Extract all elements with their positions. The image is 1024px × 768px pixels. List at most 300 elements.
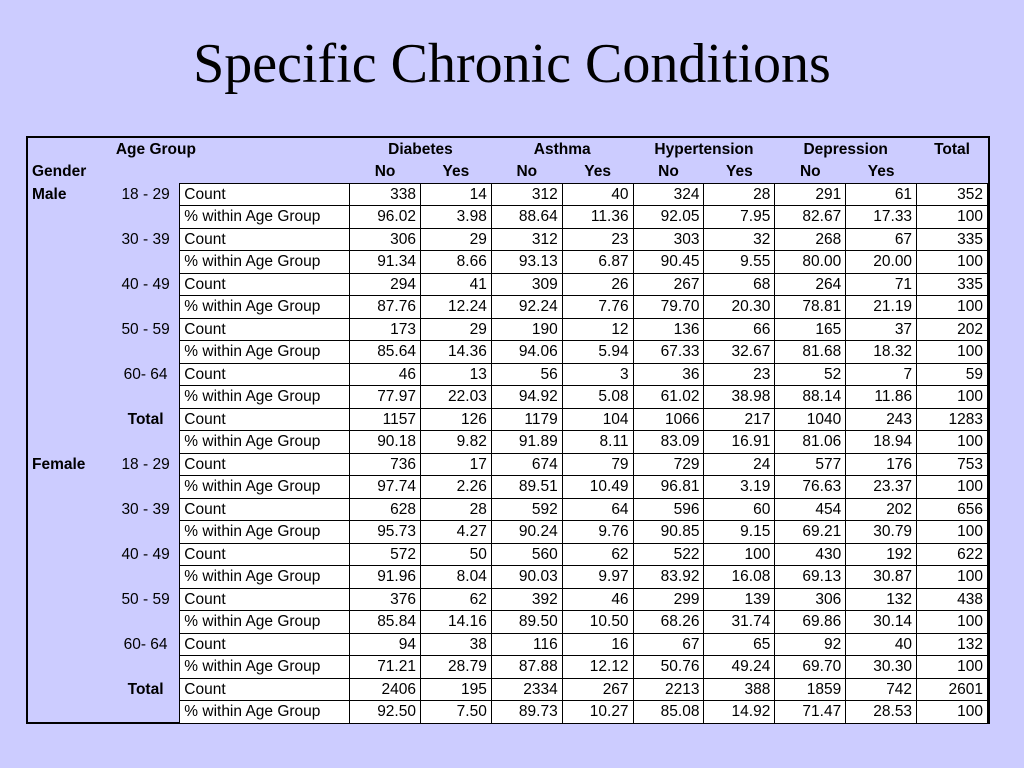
statistic-cell: Count bbox=[180, 363, 350, 386]
value-cell: 3 bbox=[562, 363, 633, 386]
value-cell: 82.67 bbox=[775, 206, 846, 229]
value-cell: 68.26 bbox=[633, 611, 704, 634]
table-row bbox=[28, 206, 988, 229]
value-cell: 92.24 bbox=[491, 296, 562, 319]
age-group-cell: Total bbox=[127, 680, 164, 698]
value-cell: 572 bbox=[350, 543, 421, 566]
value-cell: 89.73 bbox=[491, 701, 562, 724]
total-value-cell: 2601 bbox=[917, 678, 988, 701]
condition-header-asthma: Asthma bbox=[533, 140, 591, 158]
age-group-cell bbox=[112, 386, 180, 409]
condition-header-depression: Depression bbox=[803, 140, 888, 158]
value-cell: 65 bbox=[704, 633, 775, 656]
value-cell: 16.08 bbox=[704, 566, 775, 589]
value-cell: 324 bbox=[633, 183, 704, 206]
value-cell: 94.92 bbox=[491, 386, 562, 409]
table-row bbox=[28, 408, 988, 431]
value-cell: 30.87 bbox=[846, 566, 917, 589]
value-cell: 40 bbox=[846, 633, 917, 656]
total-value-cell: 100 bbox=[917, 701, 988, 724]
table-row bbox=[28, 386, 988, 409]
value-cell: 14.92 bbox=[704, 701, 775, 724]
value-cell: 28 bbox=[420, 498, 491, 521]
table-row bbox=[28, 363, 988, 386]
subheader-no: No bbox=[658, 163, 679, 180]
value-cell: 190 bbox=[491, 318, 562, 341]
age-group-cell bbox=[112, 341, 180, 364]
value-cell: 77.97 bbox=[350, 386, 421, 409]
subheader-yes: Yes bbox=[584, 163, 611, 180]
condition-header-hypertension: Hypertension bbox=[654, 140, 754, 158]
statistic-cell: % within Age Group bbox=[180, 611, 350, 634]
value-cell: 81.06 bbox=[775, 431, 846, 454]
statistic-cell: Count bbox=[180, 408, 350, 431]
age-group-cell: 50 - 59 bbox=[121, 590, 170, 608]
total-value-cell: 335 bbox=[917, 228, 988, 251]
value-cell: 202 bbox=[846, 498, 917, 521]
total-value-cell: 100 bbox=[917, 296, 988, 319]
gender-cell bbox=[28, 296, 112, 319]
value-cell: 90.85 bbox=[633, 521, 704, 544]
value-cell: 1859 bbox=[775, 678, 846, 701]
value-cell: 38.98 bbox=[704, 386, 775, 409]
statistic-cell: % within Age Group bbox=[180, 701, 350, 724]
table-row bbox=[28, 251, 988, 274]
value-cell: 30.79 bbox=[846, 521, 917, 544]
gender-cell bbox=[28, 611, 112, 634]
value-cell: 62 bbox=[562, 543, 633, 566]
statistic-cell: % within Age Group bbox=[180, 521, 350, 544]
value-cell: 5.08 bbox=[562, 386, 633, 409]
value-cell: 66 bbox=[704, 318, 775, 341]
age-group-cell: 40 - 49 bbox=[121, 275, 170, 293]
value-cell: 6.87 bbox=[562, 251, 633, 274]
age-group-cell bbox=[112, 701, 180, 724]
gender-cell bbox=[28, 656, 112, 679]
value-cell: 87.88 bbox=[491, 656, 562, 679]
value-cell: 306 bbox=[350, 228, 421, 251]
value-cell: 136 bbox=[633, 318, 704, 341]
gender-cell bbox=[28, 408, 112, 431]
value-cell: 2.26 bbox=[420, 476, 491, 499]
value-cell: 100 bbox=[704, 543, 775, 566]
slide-title: Specific Chronic Conditions bbox=[193, 33, 831, 95]
statistic-cell: Count bbox=[180, 543, 350, 566]
value-cell: 24 bbox=[704, 453, 775, 476]
age-group-cell bbox=[112, 296, 180, 319]
value-cell: 23 bbox=[562, 228, 633, 251]
statistic-cell: % within Age Group bbox=[180, 431, 350, 454]
value-cell: 80.00 bbox=[775, 251, 846, 274]
total-value-cell: 132 bbox=[917, 633, 988, 656]
value-cell: 742 bbox=[846, 678, 917, 701]
value-cell: 17 bbox=[420, 453, 491, 476]
value-cell: 217 bbox=[704, 408, 775, 431]
value-cell: 78.81 bbox=[775, 296, 846, 319]
statistic-cell: % within Age Group bbox=[180, 341, 350, 364]
table-row bbox=[28, 521, 988, 544]
age-group-cell: Total bbox=[127, 410, 164, 428]
value-cell: 96.02 bbox=[350, 206, 421, 229]
gender-cell bbox=[28, 633, 112, 656]
statistic-cell: % within Age Group bbox=[180, 206, 350, 229]
table-row bbox=[28, 566, 988, 589]
statistic-cell: % within Age Group bbox=[180, 566, 350, 589]
value-cell: 430 bbox=[775, 543, 846, 566]
total-value-cell: 59 bbox=[917, 363, 988, 386]
value-cell: 81.68 bbox=[775, 341, 846, 364]
value-cell: 22.03 bbox=[420, 386, 491, 409]
value-cell: 2406 bbox=[350, 678, 421, 701]
value-cell: 1157 bbox=[350, 408, 421, 431]
statistic-cell: % within Age Group bbox=[180, 251, 350, 274]
value-cell: 736 bbox=[350, 453, 421, 476]
value-cell: 93.13 bbox=[491, 251, 562, 274]
total-value-cell: 100 bbox=[917, 476, 988, 499]
value-cell: 596 bbox=[633, 498, 704, 521]
value-cell: 10.49 bbox=[562, 476, 633, 499]
value-cell: 23 bbox=[704, 363, 775, 386]
value-cell: 139 bbox=[704, 588, 775, 611]
value-cell: 12.12 bbox=[562, 656, 633, 679]
subheader-yes: Yes bbox=[442, 163, 470, 180]
value-cell: 306 bbox=[775, 588, 846, 611]
table-row bbox=[28, 318, 988, 341]
value-cell: 7.95 bbox=[704, 206, 775, 229]
value-cell: 560 bbox=[491, 543, 562, 566]
value-cell: 90.18 bbox=[350, 431, 421, 454]
value-cell: 268 bbox=[775, 228, 846, 251]
value-cell: 165 bbox=[775, 318, 846, 341]
statistic-cell: % within Age Group bbox=[180, 386, 350, 409]
statistic-cell: Count bbox=[180, 678, 350, 701]
value-cell: 674 bbox=[491, 453, 562, 476]
value-cell: 14 bbox=[420, 183, 491, 206]
value-cell: 92 bbox=[775, 633, 846, 656]
age-group-cell bbox=[112, 656, 180, 679]
age-group-cell bbox=[112, 476, 180, 499]
table-row bbox=[28, 543, 988, 566]
value-cell: 85.08 bbox=[633, 701, 704, 724]
age-group-cell: 18 - 29 bbox=[121, 185, 170, 203]
value-cell: 11.36 bbox=[562, 206, 633, 229]
value-cell: 38 bbox=[420, 633, 491, 656]
table-row bbox=[28, 611, 988, 634]
value-cell: 7.50 bbox=[420, 701, 491, 724]
value-cell: 309 bbox=[491, 273, 562, 296]
value-cell: 7 bbox=[846, 363, 917, 386]
age-group-cell: 18 - 29 bbox=[121, 455, 170, 473]
value-cell: 454 bbox=[775, 498, 846, 521]
value-cell: 628 bbox=[350, 498, 421, 521]
value-cell: 49.24 bbox=[704, 656, 775, 679]
value-cell: 71.47 bbox=[775, 701, 846, 724]
value-cell: 91.96 bbox=[350, 566, 421, 589]
subheader-no: No bbox=[799, 163, 821, 180]
gender-cell bbox=[28, 701, 112, 724]
value-cell: 29 bbox=[420, 318, 491, 341]
total-value-cell: 438 bbox=[917, 588, 988, 611]
value-cell: 94 bbox=[350, 633, 421, 656]
value-cell: 8.66 bbox=[420, 251, 491, 274]
value-cell: 60 bbox=[704, 498, 775, 521]
age-group-cell bbox=[112, 431, 180, 454]
subheader-no: No bbox=[516, 163, 538, 180]
value-cell: 67 bbox=[846, 228, 917, 251]
table-row bbox=[28, 476, 988, 499]
statistic-cell: Count bbox=[180, 588, 350, 611]
value-cell: 267 bbox=[633, 273, 704, 296]
value-cell: 1179 bbox=[491, 408, 562, 431]
value-cell: 195 bbox=[420, 678, 491, 701]
value-cell: 20.00 bbox=[846, 251, 917, 274]
table-row bbox=[28, 498, 988, 521]
value-cell: 267 bbox=[562, 678, 633, 701]
table-row bbox=[28, 296, 988, 319]
value-cell: 96.81 bbox=[633, 476, 704, 499]
value-cell: 50 bbox=[420, 543, 491, 566]
gender-header: Gender bbox=[32, 163, 87, 181]
table-row bbox=[28, 588, 988, 611]
value-cell: 28.53 bbox=[846, 701, 917, 724]
value-cell: 67 bbox=[633, 633, 704, 656]
value-cell: 2213 bbox=[633, 678, 704, 701]
age-group-cell bbox=[112, 566, 180, 589]
value-cell: 312 bbox=[491, 228, 562, 251]
value-cell: 41 bbox=[420, 273, 491, 296]
value-cell: 9.82 bbox=[420, 431, 491, 454]
value-cell: 50.76 bbox=[633, 656, 704, 679]
table-row bbox=[28, 273, 988, 296]
value-cell: 20.30 bbox=[704, 296, 775, 319]
value-cell: 56 bbox=[491, 363, 562, 386]
value-cell: 7.76 bbox=[562, 296, 633, 319]
value-cell: 90.45 bbox=[633, 251, 704, 274]
value-cell: 69.21 bbox=[775, 521, 846, 544]
value-cell: 92.05 bbox=[633, 206, 704, 229]
total-value-cell: 622 bbox=[917, 543, 988, 566]
total-value-cell: 100 bbox=[917, 431, 988, 454]
total-value-cell: 1283 bbox=[917, 408, 988, 431]
value-cell: 79.70 bbox=[633, 296, 704, 319]
value-cell: 88.14 bbox=[775, 386, 846, 409]
statistic-cell: Count bbox=[180, 183, 350, 206]
statistic-cell: Count bbox=[180, 453, 350, 476]
table-row bbox=[28, 341, 988, 364]
table-row bbox=[28, 633, 988, 656]
value-cell: 264 bbox=[775, 273, 846, 296]
gender-cell bbox=[28, 476, 112, 499]
statistic-cell: Count bbox=[180, 633, 350, 656]
crosstab-frame bbox=[26, 136, 990, 724]
value-cell: 68 bbox=[704, 273, 775, 296]
value-cell: 52 bbox=[775, 363, 846, 386]
value-cell: 126 bbox=[420, 408, 491, 431]
value-cell: 243 bbox=[846, 408, 917, 431]
value-cell: 32.67 bbox=[704, 341, 775, 364]
value-cell: 89.51 bbox=[491, 476, 562, 499]
value-cell: 291 bbox=[775, 183, 846, 206]
value-cell: 577 bbox=[775, 453, 846, 476]
value-cell: 71.21 bbox=[350, 656, 421, 679]
value-cell: 9.15 bbox=[704, 521, 775, 544]
value-cell: 36 bbox=[633, 363, 704, 386]
value-cell: 69.70 bbox=[775, 656, 846, 679]
value-cell: 94.06 bbox=[491, 341, 562, 364]
value-cell: 61 bbox=[846, 183, 917, 206]
value-cell: 17.33 bbox=[846, 206, 917, 229]
value-cell: 95.73 bbox=[350, 521, 421, 544]
total-value-cell: 100 bbox=[917, 386, 988, 409]
gender-cell bbox=[28, 386, 112, 409]
value-cell: 64 bbox=[562, 498, 633, 521]
table-row bbox=[28, 678, 988, 701]
statistic-cell: % within Age Group bbox=[180, 476, 350, 499]
age-group-cell: 30 - 39 bbox=[121, 230, 170, 248]
value-cell: 30.14 bbox=[846, 611, 917, 634]
crosstab-table bbox=[28, 138, 988, 724]
value-cell: 85.84 bbox=[350, 611, 421, 634]
value-cell: 1066 bbox=[633, 408, 704, 431]
value-cell: 92.50 bbox=[350, 701, 421, 724]
total-value-cell: 100 bbox=[917, 521, 988, 544]
value-cell: 87.76 bbox=[350, 296, 421, 319]
value-cell: 1040 bbox=[775, 408, 846, 431]
value-cell: 26 bbox=[562, 273, 633, 296]
value-cell: 104 bbox=[562, 408, 633, 431]
value-cell: 83.09 bbox=[633, 431, 704, 454]
gender-cell: Male bbox=[32, 185, 67, 203]
value-cell: 76.63 bbox=[775, 476, 846, 499]
gender-cell bbox=[28, 206, 112, 229]
value-cell: 299 bbox=[633, 588, 704, 611]
value-cell: 376 bbox=[350, 588, 421, 611]
header-row-conditions bbox=[28, 138, 988, 161]
value-cell: 21.19 bbox=[846, 296, 917, 319]
value-cell: 8.04 bbox=[420, 566, 491, 589]
total-value-cell: 100 bbox=[917, 206, 988, 229]
value-cell: 10.27 bbox=[562, 701, 633, 724]
value-cell: 14.16 bbox=[420, 611, 491, 634]
value-cell: 9.97 bbox=[562, 566, 633, 589]
statistic-cell: % within Age Group bbox=[180, 656, 350, 679]
value-cell: 3.19 bbox=[704, 476, 775, 499]
value-cell: 46 bbox=[350, 363, 421, 386]
statistic-cell: Count bbox=[180, 228, 350, 251]
value-cell: 29 bbox=[420, 228, 491, 251]
value-cell: 729 bbox=[633, 453, 704, 476]
gender-cell: Female bbox=[32, 455, 86, 473]
value-cell: 338 bbox=[350, 183, 421, 206]
gender-cell bbox=[28, 318, 112, 341]
statistic-cell: % within Age Group bbox=[180, 296, 350, 319]
value-cell: 69.13 bbox=[775, 566, 846, 589]
table-row bbox=[28, 701, 988, 724]
value-cell: 89.50 bbox=[491, 611, 562, 634]
value-cell: 90.03 bbox=[491, 566, 562, 589]
value-cell: 11.86 bbox=[846, 386, 917, 409]
age-group-cell: 50 - 59 bbox=[121, 320, 170, 338]
value-cell: 5.94 bbox=[562, 341, 633, 364]
subheader-yes: Yes bbox=[726, 163, 753, 180]
table-row bbox=[28, 431, 988, 454]
total-value-cell: 100 bbox=[917, 656, 988, 679]
value-cell: 176 bbox=[846, 453, 917, 476]
value-cell: 88.64 bbox=[491, 206, 562, 229]
value-cell: 85.64 bbox=[350, 341, 421, 364]
value-cell: 2334 bbox=[491, 678, 562, 701]
condition-header-diabetes: Diabetes bbox=[388, 140, 453, 158]
table-row bbox=[28, 656, 988, 679]
value-cell: 28.79 bbox=[420, 656, 491, 679]
age-group-header: Age Group bbox=[115, 140, 196, 158]
value-cell: 83.92 bbox=[633, 566, 704, 589]
gender-cell bbox=[28, 228, 112, 251]
age-group-cell bbox=[112, 611, 180, 634]
value-cell: 132 bbox=[846, 588, 917, 611]
gender-cell bbox=[28, 543, 112, 566]
total-value-cell: 335 bbox=[917, 273, 988, 296]
value-cell: 46 bbox=[562, 588, 633, 611]
value-cell: 14.36 bbox=[420, 341, 491, 364]
value-cell: 12 bbox=[562, 318, 633, 341]
value-cell: 312 bbox=[491, 183, 562, 206]
value-cell: 4.27 bbox=[420, 521, 491, 544]
value-cell: 28 bbox=[704, 183, 775, 206]
statistic-cell: Count bbox=[180, 498, 350, 521]
value-cell: 173 bbox=[350, 318, 421, 341]
value-cell: 16 bbox=[562, 633, 633, 656]
value-cell: 9.55 bbox=[704, 251, 775, 274]
gender-cell bbox=[28, 431, 112, 454]
value-cell: 13 bbox=[420, 363, 491, 386]
header-row-no-yes bbox=[28, 161, 988, 184]
total-value-cell: 100 bbox=[917, 341, 988, 364]
age-group-cell: 30 - 39 bbox=[121, 500, 170, 518]
total-value-cell: 656 bbox=[917, 498, 988, 521]
table-row bbox=[28, 228, 988, 251]
value-cell: 79 bbox=[562, 453, 633, 476]
value-cell: 71 bbox=[846, 273, 917, 296]
value-cell: 303 bbox=[633, 228, 704, 251]
age-group-cell bbox=[112, 251, 180, 274]
age-group-cell bbox=[112, 521, 180, 544]
gender-cell bbox=[28, 566, 112, 589]
total-value-cell: 352 bbox=[917, 183, 988, 206]
value-cell: 67.33 bbox=[633, 341, 704, 364]
value-cell: 16.91 bbox=[704, 431, 775, 454]
gender-cell bbox=[28, 273, 112, 296]
subheader-no: No bbox=[374, 163, 396, 180]
age-group-cell: 60- 64 bbox=[123, 365, 168, 383]
value-cell: 10.50 bbox=[562, 611, 633, 634]
gender-cell bbox=[28, 363, 112, 386]
total-value-cell: 753 bbox=[917, 453, 988, 476]
value-cell: 91.34 bbox=[350, 251, 421, 274]
value-cell: 116 bbox=[491, 633, 562, 656]
value-cell: 388 bbox=[704, 678, 775, 701]
value-cell: 522 bbox=[633, 543, 704, 566]
subheader-yes: Yes bbox=[867, 163, 895, 180]
table-row bbox=[28, 453, 988, 476]
age-group-cell bbox=[112, 206, 180, 229]
gender-cell bbox=[28, 251, 112, 274]
value-cell: 97.74 bbox=[350, 476, 421, 499]
statistic-cell: Count bbox=[180, 273, 350, 296]
value-cell: 62 bbox=[420, 588, 491, 611]
value-cell: 91.89 bbox=[491, 431, 562, 454]
total-value-cell: 100 bbox=[917, 566, 988, 589]
